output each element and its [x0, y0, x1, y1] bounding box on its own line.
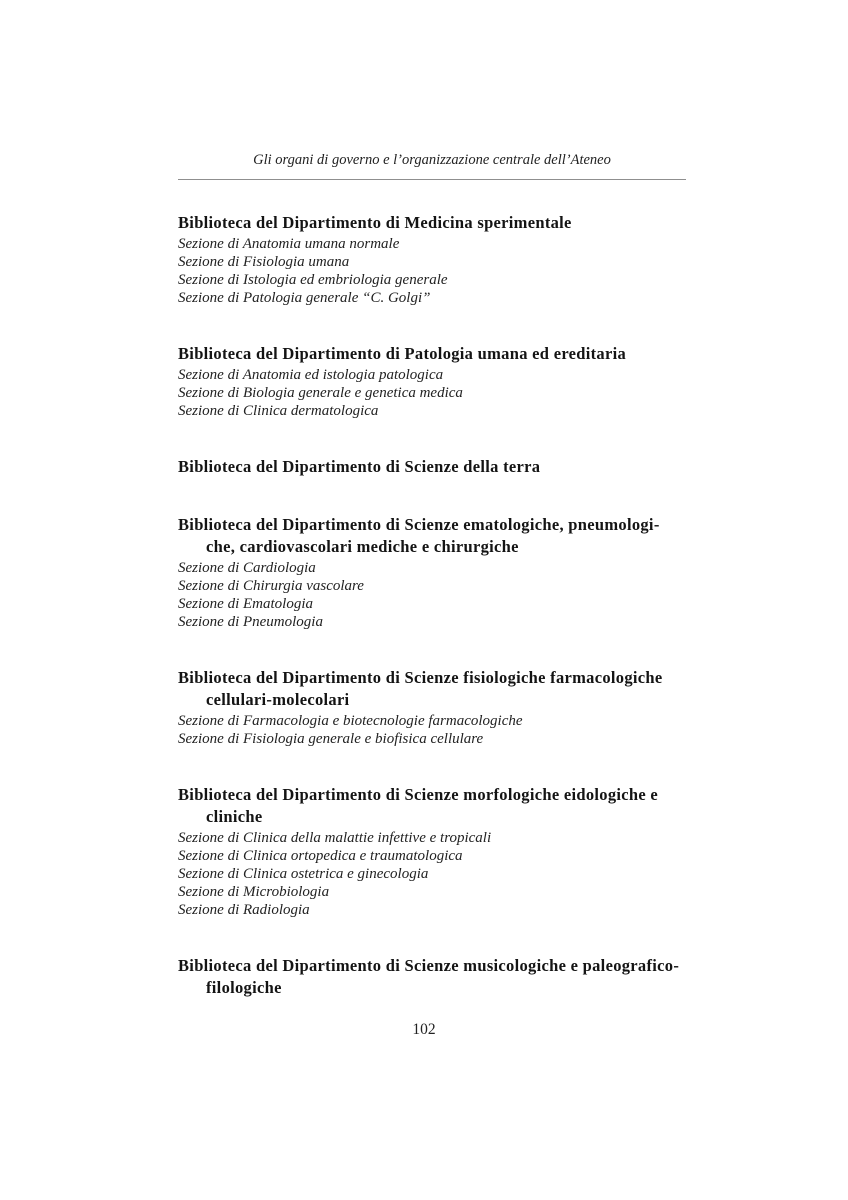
- section-item: Sezione di Clinica ortopedica e traumatologica: [178, 848, 463, 864]
- library-entry: [178, 343, 686, 420]
- entry-title-line: Biblioteca del Dipartimento di Scienze fisiologiche farmacologiche: [178, 668, 663, 687]
- entry-title: [178, 784, 686, 828]
- library-entry: [178, 784, 686, 919]
- section-item: Sezione di Fisiologia generale e biofisica cellulare: [178, 731, 484, 747]
- section-item: Sezione di Clinica dermatologica: [178, 403, 379, 419]
- library-entry: [178, 212, 686, 307]
- section-item: Sezione di Anatomia umana normale: [178, 236, 400, 252]
- entry-title-line: Biblioteca del Dipartimento di Scienze ematologiche, pneumologi-: [178, 515, 660, 534]
- entry-title: [178, 667, 686, 711]
- library-entry: [178, 955, 686, 999]
- section-list: [178, 712, 686, 748]
- entry-title-line: Biblioteca del Dipartimento di Medicina sperimentale: [178, 213, 572, 232]
- entry-title-line: Biblioteca del Dipartimento di Scienze musicologiche e paleografico-: [178, 956, 680, 975]
- entry-title-line: cliniche: [206, 807, 263, 826]
- section-item: Sezione di Anatomia ed istologia patologica: [178, 367, 444, 383]
- section-item: Sezione di Biologia generale e genetica medica: [178, 385, 463, 401]
- section-item: Sezione di Farmacologia e biotecnologie farmacologiche: [178, 713, 523, 729]
- section-list: [178, 829, 686, 919]
- section-item: Sezione di Microbiologia: [178, 884, 330, 900]
- entry-title-line: Biblioteca del Dipartimento di Scienze morfologiche eidologiche e: [178, 785, 659, 804]
- entry-title: [178, 212, 686, 234]
- library-entry: [178, 514, 686, 631]
- library-entry: [178, 456, 686, 478]
- header-rule: [178, 179, 686, 180]
- section-item: Sezione di Patologia generale “C. Golgi”: [178, 290, 431, 306]
- section-item: Sezione di Pneumologia: [178, 614, 323, 630]
- running-header: Gli organi di governo e l’organizzazione centrale dell’Ateneo: [253, 152, 611, 168]
- section-item: Sezione di Radiologia: [178, 902, 310, 918]
- entry-title-line: che, cardiovascolari mediche e chirurgiche: [206, 537, 519, 556]
- section-item: Sezione di Clinica ostetrica e ginecologia: [178, 866, 429, 882]
- section-list: [178, 235, 686, 307]
- entry-title: [178, 955, 686, 999]
- entry-title: [178, 456, 686, 478]
- entry-title: [178, 514, 686, 558]
- section-item: Sezione di Cardiologia: [178, 560, 316, 576]
- entry-title-line: cellulari-molecolari: [206, 690, 350, 709]
- section-item: Sezione di Chirurgia vascolare: [178, 578, 364, 594]
- section-item: Sezione di Fisiologia umana: [178, 254, 350, 270]
- section-list: [178, 559, 686, 631]
- entry-title-line: filologiche: [206, 978, 282, 997]
- section-item: Sezione di Clinica della malattie infettive e tropicali: [178, 830, 492, 846]
- page-number: 102: [412, 1021, 436, 1038]
- section-list: [178, 366, 686, 420]
- entry-title: [178, 343, 686, 365]
- section-item: Sezione di Ematologia: [178, 596, 313, 612]
- section-item: Sezione di Istologia ed embriologia generale: [178, 272, 448, 288]
- entry-title-line: Biblioteca del Dipartimento di Patologia umana ed ereditaria: [178, 344, 627, 363]
- library-entry: [178, 667, 686, 748]
- entry-title-line: Biblioteca del Dipartimento di Scienze della terra: [178, 457, 541, 476]
